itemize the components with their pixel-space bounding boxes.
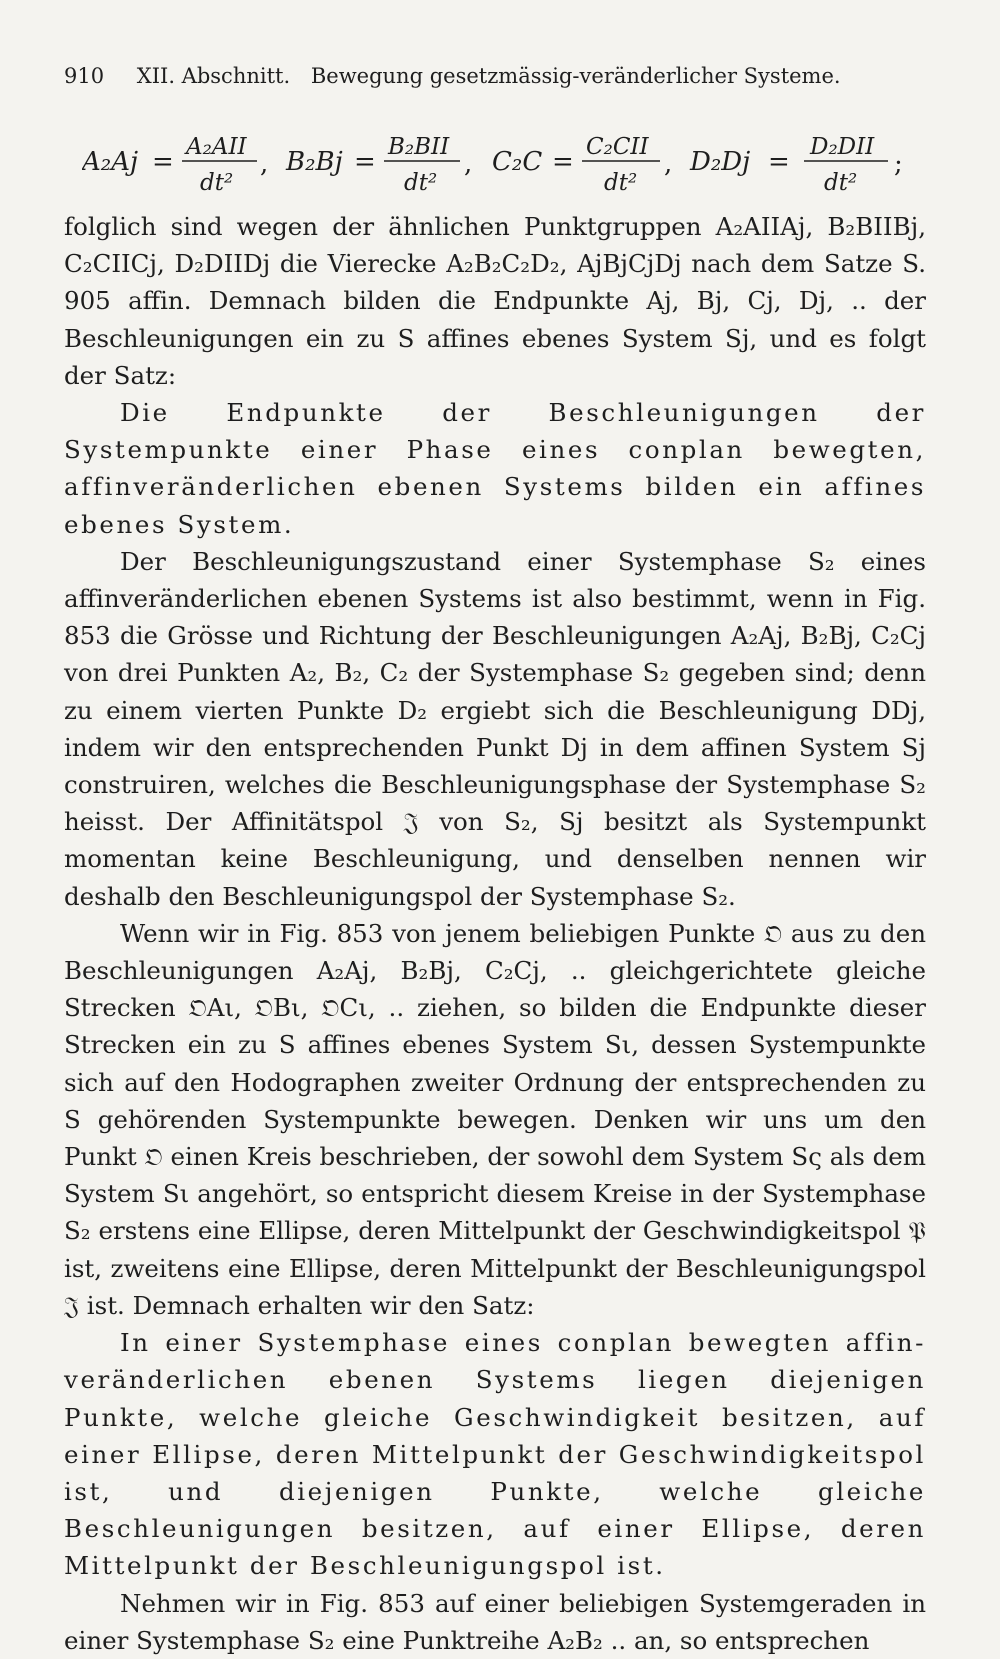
formula-den-b: dt² xyxy=(404,170,438,196)
formula-num-d: D₂DII xyxy=(810,134,875,160)
formula-num-a: A₂AII xyxy=(186,134,247,160)
running-header xyxy=(64,64,924,88)
section-label: XII. Abschnitt. xyxy=(136,64,291,88)
svg-text:;: ; xyxy=(894,149,903,179)
running-title: Bewegung gesetzmässig-veränderlicher Systeme. xyxy=(310,64,841,88)
svg-text:=: = xyxy=(768,147,790,177)
formula-num-b: B₂BII xyxy=(388,134,450,160)
svg-text:,: , xyxy=(664,149,673,179)
formula-den-c: dt² xyxy=(604,170,638,196)
formula-lhs-a: A₂Aj xyxy=(82,147,139,177)
theorem-paragraph: In einer Systemphase eines conplan bewegten affin-veränderlichen ebenen Systems liegen diejenigen Punkte, welche gleiche Geschwindigkeit besitzen, auf einer Ellipse, deren Mittelpunkt der Geschwindigkeitspol ist, und diejenigen Punkte, welche gleiche Beschleunigungen besitzen, auf einer Ellipse, deren Mittelpunkt der Beschleunigungspol ist. xyxy=(64,1328,926,1581)
formula-lhs-c: C₂C xyxy=(492,147,543,177)
paragraph: Nehmen wir in Fig. 853 auf einer beliebigen Systemgeraden in einer Systemphase S₂ eine Punktreihe A₂B₂ .. an, so entsprechen xyxy=(64,1588,926,1655)
page-body xyxy=(64,208,926,1659)
formula-den-a: dt² xyxy=(200,170,234,196)
paragraph: folglich sind wegen der ähnlichen Punktgruppen A₂AIIAj, B₂BIIBj, C₂CIICj, D₂DIIDj die Vierecke A₂B₂C₂D₂, AjBjCjDj nach dem Satze S. 905 affin. Demnach bilden die Endpunkte Aj, Bj, Cj, Dj, .. der Beschleunigungen ein zu S affines ebenes System Sj, und es folgt der Satz: xyxy=(64,212,926,390)
paragraph: Wenn wir in Fig. 853 von jenem beliebigen Punkte 𝔒 aus zu den Beschleunigungen A₂Aj, B₂Bj, C₂Cj, .. gleichgerichtete gleiche Strecken 𝔒Aι, 𝔒Bι, 𝔒Cι, .. ziehen, so bilden die Endpunkte dieser Strecken ein zu S affines ebenes System Sι, dessen Systempunkte sich auf den Hodographen zweiter Ordnung der entsprechenden zu S gehörenden Systempunkte bewegen. Denken wir uns um den Punkt 𝔒 einen Kreis beschrieben, der sowohl dem System Sς als dem System Sι angehört, so entspricht diesem Kreise in der Systemphase S₂ erstens eine Ellipse, deren Mittelpunkt der Geschwindigkeitspol 𝔓 ist, zweitens eine Ellipse, deren Mittelpunkt der Beschleunigungspol 𝔍 ist. Demnach erhalten wir den Satz: xyxy=(64,918,926,1320)
svg-text:,: , xyxy=(464,149,473,179)
svg-text:=: = xyxy=(354,147,376,177)
svg-text:=: = xyxy=(552,147,574,177)
acceleration-formula xyxy=(82,124,932,202)
formula-lhs-b: B₂Bj xyxy=(286,147,343,177)
theorem-paragraph: Die Endpunkte der Beschleunigungen der Systempunkte einer Phase eines conplan bewegten, affinveränderlichen ebenen Systems bilden ein affines ebenes System. xyxy=(64,398,926,539)
formula-den-d: dt² xyxy=(824,170,858,196)
formula-lhs-d: D₂Dj xyxy=(690,147,751,177)
svg-text:,: , xyxy=(260,149,269,179)
paragraph: Der Beschleunigungszustand einer Systemphase S₂ eines affinveränderlichen ebenen Systems ist also bestimmt, wenn in Fig. 853 die Grösse und Richtung der Beschleunigungen A₂Aj, B₂Bj, C₂Cj von drei Punkten A₂, B₂, C₂ der Systemphase S₂ gegeben sind; denn zu einem vierten Punkte D₂ ergiebt sich die Beschleunigung DDj, indem wir den entsprechenden Punkt Dj in dem affinen System Sj construiren, welches die Beschleunigungsphase der Systemphase S₂ heisst. Der Affinitätspol 𝔍 von S₂, Sj besitzt als Systempunkt momentan keine Beschleunigung, und denselben nennen wir deshalb den Beschleunigungspol der Systemphase S₂. xyxy=(64,546,926,911)
svg-text:=: = xyxy=(152,147,174,177)
page-number: 910 xyxy=(64,64,105,88)
formula-num-c: C₂CII xyxy=(586,134,649,160)
